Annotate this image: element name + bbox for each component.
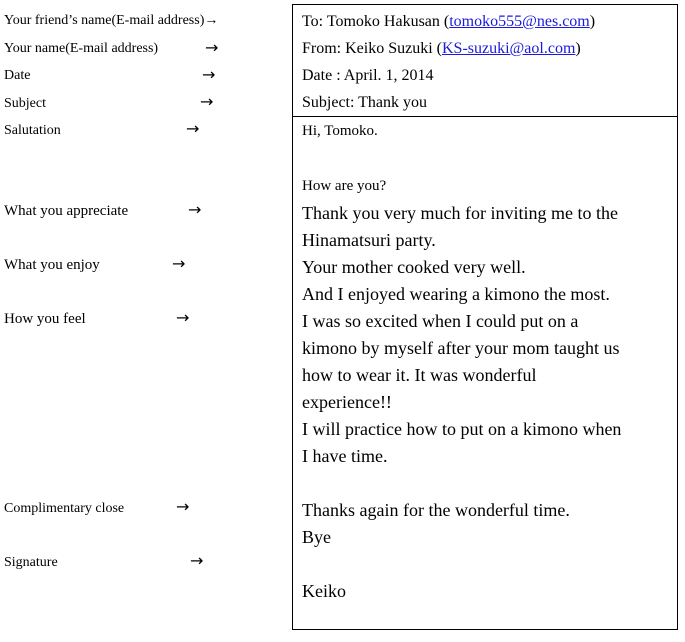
- label-subject: Subject: [4, 96, 46, 111]
- to-suffix: ): [589, 13, 596, 30]
- arrow-date: →: [202, 65, 216, 84]
- how-are-you: How are you?: [302, 178, 387, 194]
- body-line: experience!!: [302, 392, 392, 412]
- arrow-close: →: [176, 497, 190, 516]
- arrow-feel: →: [176, 308, 190, 327]
- label-your-name-email: Your name(E-mail address): [4, 41, 159, 56]
- label-enjoy: What you enjoy: [4, 257, 100, 273]
- arrow-enjoy: →: [172, 254, 186, 273]
- arrow-your-name: →: [205, 38, 219, 57]
- letter-box: [292, 4, 678, 630]
- body-line: Your mother cooked very well.: [302, 257, 526, 277]
- body-line: kimono by myself after your mom taught us: [302, 338, 620, 358]
- subject-line: Subject: Thank you: [302, 94, 428, 111]
- arrow-subject: →: [200, 92, 214, 111]
- body-line: And I enjoyed wearing a kimono the most.: [302, 284, 610, 304]
- label-feel: How you feel: [4, 311, 86, 327]
- greeting: Hi, Tomoko.: [302, 123, 378, 139]
- closing-bye: Bye: [302, 527, 331, 547]
- letter-header: [293, 5, 677, 117]
- label-friend-email: Your friend’s name(E-mail address)→: [4, 13, 219, 28]
- from-email-link[interactable]: KS-suzuki@aol.com: [442, 40, 576, 57]
- body-line: how to wear it. It was wonderful: [302, 365, 537, 385]
- label-salutation: Salutation: [4, 123, 61, 138]
- from-prefix: From: Keiko Suzuki (: [302, 40, 442, 57]
- to-email-link[interactable]: tomoko555@nes.com: [449, 13, 590, 30]
- signature-name: Keiko: [302, 581, 346, 601]
- body-line: I was so excited when I could put on a: [302, 311, 579, 331]
- body-line: I have time.: [302, 446, 388, 466]
- body-line: I will practice how to put on a kimono when: [302, 419, 622, 439]
- to-line: [302, 13, 595, 31]
- label-complimentary-close: Complimentary close: [4, 501, 125, 516]
- arrow-signature: →: [190, 551, 204, 570]
- body-line: Thank you very much for inviting me to the: [302, 203, 618, 223]
- to-prefix: To: Tomoko Hakusan (: [302, 13, 450, 30]
- from-line: [302, 40, 581, 58]
- label-appreciate: What you appreciate: [4, 203, 129, 219]
- label-date: Date: [4, 68, 31, 83]
- label-signature: Signature: [4, 555, 58, 570]
- closing-thanks: Thanks again for the wonderful time.: [302, 500, 570, 520]
- arrow-appreciate: →: [188, 200, 202, 219]
- arrow-salutation: →: [186, 119, 200, 138]
- date-line: Date : April. 1, 2014: [302, 67, 434, 84]
- body-line: Hinamatsuri party.: [302, 230, 436, 250]
- from-suffix: ): [575, 40, 581, 57]
